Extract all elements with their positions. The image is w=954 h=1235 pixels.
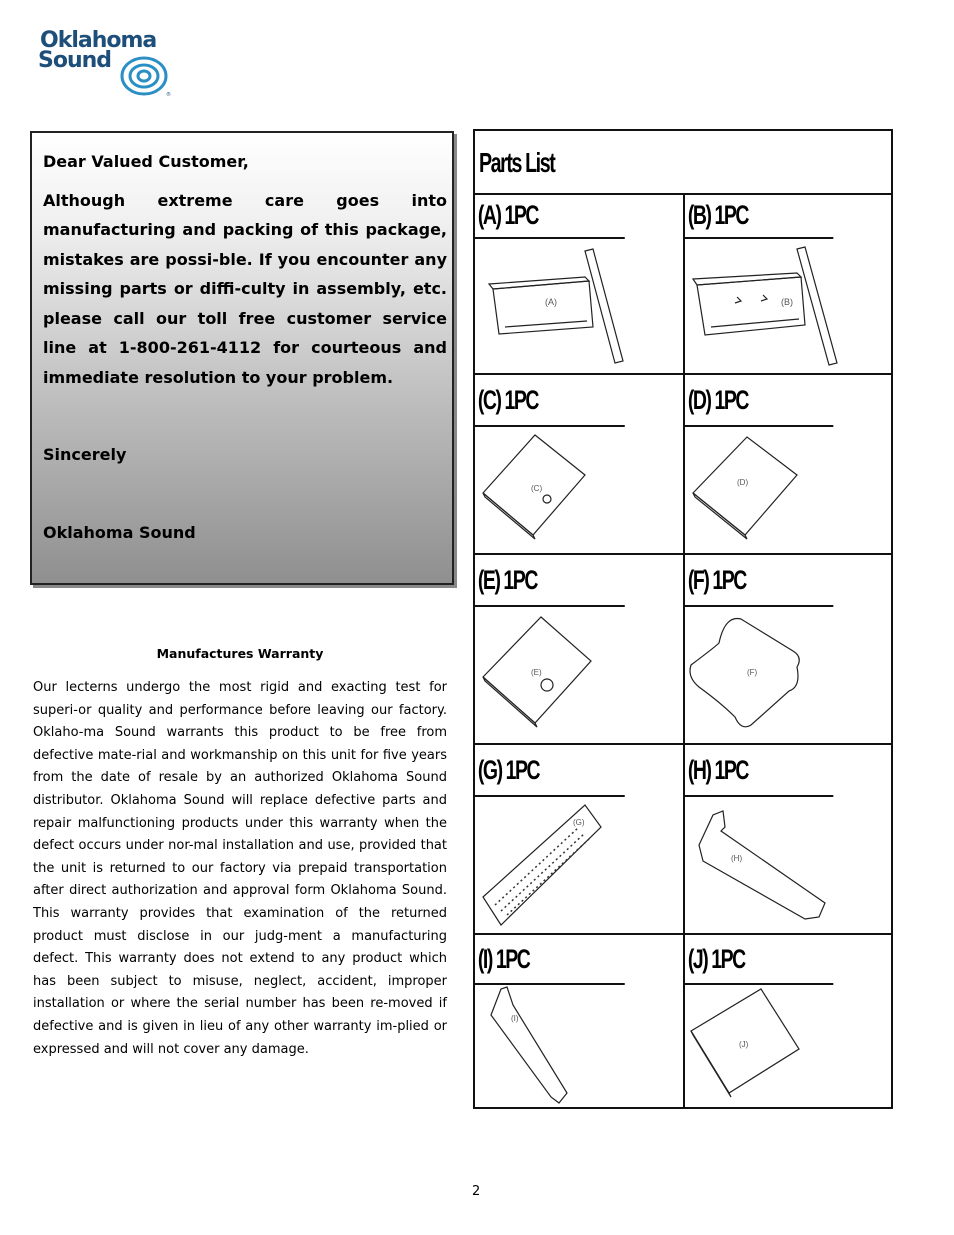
part-label-e: (E) 1PC <box>475 555 625 607</box>
part-tag-g: (G) <box>573 818 585 827</box>
part-drawing-g <box>475 797 683 933</box>
part-label-g: (G) 1PC <box>475 745 625 797</box>
letter-greeting: Dear Valued Customer, <box>43 152 249 171</box>
letter-closing: Sincerely <box>43 445 127 464</box>
part-drawing-b <box>685 239 891 373</box>
parts-list-table <box>473 129 893 1109</box>
parts-list-header <box>475 131 891 195</box>
part-drawing-c <box>475 427 683 553</box>
part-drawing-h <box>685 797 891 933</box>
svg-text:®: ® <box>166 92 171 98</box>
part-tag-b: (B) <box>781 297 793 307</box>
warranty-title: Manufactures Warranty <box>156 646 324 661</box>
page-number: 2 <box>472 1184 481 1199</box>
warranty-text: Our lecterns undergo the most rigid and exacting test for superi-or quality and performance before leaving our factory. Oklaho-ma Sound warrants this product to be free from defective mate-rial and workmanship on this unit for five years from the date of resale by an authorized Oklahoma Sound distributor. Oklahoma Sound will replace defective parts and repair malfunctioning products under this warranty when the defect occurs under nor-mal installation and use, provided that the unit is returned to our factory via prepaid transportation after direct authorization and approval form Oklahoma Sound. This warranty provides that examination of the returned product must disclose in our judg-ment a manufacturing defect. This warranty does not extend to any product which has been subject to misuse, neglect, accident, improper installation or where the serial number has been re-moved if defective and is given in lieu of any other warranty im-plied or expressed and will not cover any damage. <box>33 680 447 1057</box>
part-tag-a: (A) <box>545 297 557 307</box>
part-tag-d: (D) <box>737 478 749 487</box>
part-label-d: (D) 1PC <box>685 375 833 427</box>
logo-text-line1: Oklahoma <box>40 28 157 53</box>
part-drawing-e <box>475 607 683 743</box>
parts-list-title: Parts List <box>479 147 555 178</box>
part-label-a: (A) 1PC <box>475 193 625 239</box>
part-label-b: (B) 1PC <box>685 193 833 239</box>
part-label-j: (J) 1PC <box>685 935 833 985</box>
logo-rings-icon <box>120 56 170 98</box>
part-drawing-j <box>685 985 891 1109</box>
part-label-c: (C) 1PC <box>475 375 625 427</box>
part-drawing-i <box>475 985 683 1109</box>
logo-text-line2: Sound <box>38 48 112 73</box>
part-drawing-a <box>475 239 683 373</box>
customer-letter-box <box>30 131 454 585</box>
part-drawing-f <box>685 607 891 743</box>
letter-body: Although extreme care goes into manufacturing and packing of this package, mistakes are possi-ble. If you encounter any missing parts or diffi-culty in assembly, etc. please call our toll free customer service line at 1-800-261-4112 for courteous and immediate resolution to your problem. <box>43 190 447 387</box>
part-label-h: (H) 1PC <box>685 745 833 797</box>
part-tag-c: (C) <box>531 484 543 493</box>
part-tag-f: (F) <box>747 668 758 677</box>
part-tag-i: (I) <box>511 1014 519 1023</box>
part-tag-e: (E) <box>531 668 542 677</box>
part-label-i: (I) 1PC <box>475 935 625 985</box>
letter-signature: Oklahoma Sound <box>43 522 196 542</box>
part-tag-j: (J) <box>739 1040 749 1049</box>
part-tag-h: (H) <box>731 854 743 863</box>
oklahoma-sound-logo <box>38 28 178 98</box>
part-drawing-d <box>685 427 891 553</box>
part-label-f: (F) 1PC <box>685 555 833 607</box>
